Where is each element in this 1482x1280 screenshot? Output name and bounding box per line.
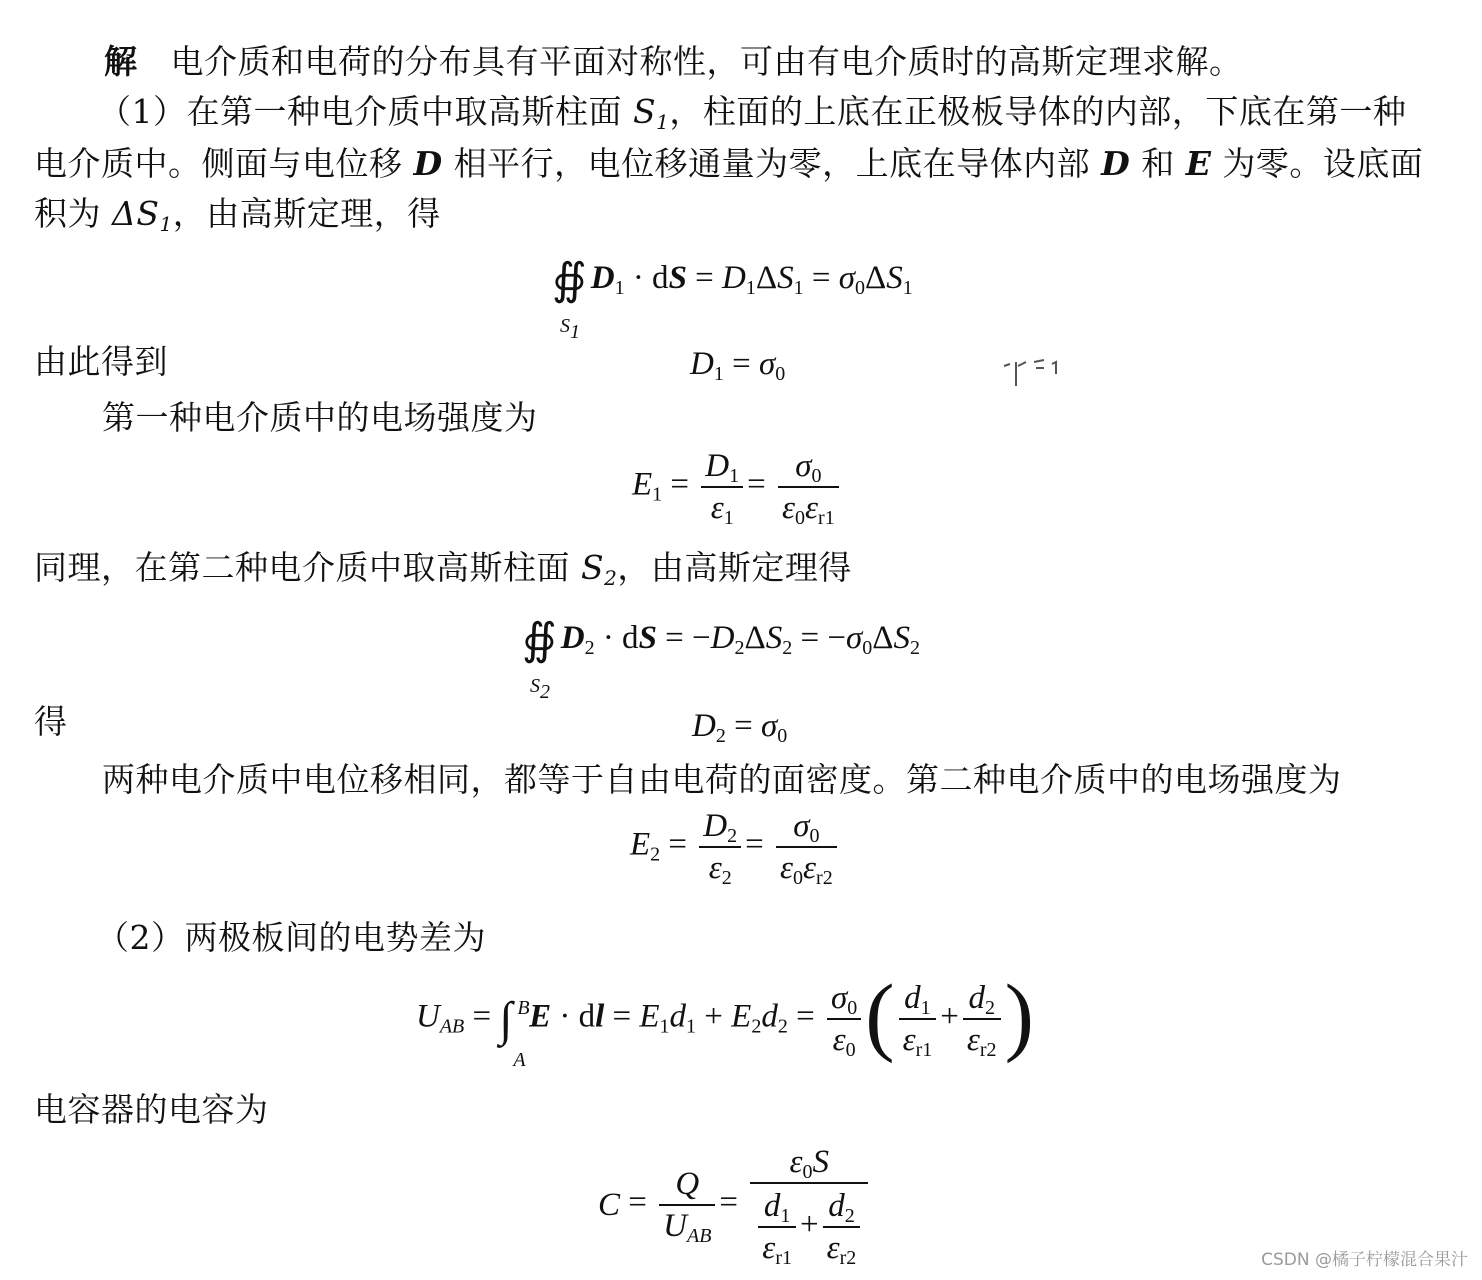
watermark: CSDN @橘子柠檬混合果汁: [1261, 1250, 1468, 1270]
part1-line1: [98, 92, 1406, 132]
fraction-d1-er1-b: $\frac{d_1}{\varepsilon_{r1}}$: [758, 1186, 796, 1268]
part1-line3: [34, 194, 441, 234]
handwritten-mark: [1000, 352, 1080, 392]
equation-E1: $E_1$ = $\frac{D_1}{\varepsilon_1}$ = $\frac{\sigma_0}{\varepsilon_0\varepsilon_{r1}}$: [632, 446, 843, 528]
fraction-d1-er1: $\frac{d_1}{\varepsilon_{r1}}$: [899, 978, 937, 1060]
equation-UAB: $U_{AB}$ = ∫ B A E · dl = $E_1d_1 + E_2d_2$ = $\frac{\sigma_0}{\varepsilon_0}$ ( $\frac{d_1}{\varepsilon_{r1}}$ + $\frac{d_2}{\varepsilon_{r2}}$ ): [416, 967, 1034, 1071]
symbol-dS1: $\Delta S_1$: [112, 194, 173, 236]
part1-text-j: ，由高斯定理得: [617, 548, 852, 587]
equation-gauss-2: ∯ $S_2$ $D_2$ · dS = $-D_2\Delta S_2 = -\sigma_0\Delta S_2$: [522, 615, 920, 703]
intro-text: 电介质和电荷的分布具有平面对称性，可由有电介质时的高斯定理求解。: [170, 42, 1243, 81]
equation-D2: $D_2 = \sigma_0$: [692, 708, 788, 747]
symbol-E: E: [1185, 144, 1212, 183]
part1-text-g: 积为: [34, 194, 112, 233]
fraction-d2-er2: $\frac{d_2}{\varepsilon_{r2}}$: [963, 978, 1001, 1060]
symbol-D: D: [413, 144, 443, 183]
line-integral-symbol: ∫ B A: [499, 992, 530, 1071]
result-label-1: 由此得到: [34, 342, 168, 381]
symbol-S2: $S_2$: [581, 548, 618, 590]
fraction-sigma-eps: $\frac{\sigma_0}{\varepsilon_0\varepsilon_{r1}}$: [778, 446, 839, 528]
fraction-Q-UAB: $\frac{Q}{U_{AB}}$: [659, 1164, 715, 1246]
result-label-2: 得: [34, 702, 68, 741]
surface-integral-symbol-2: ∯ $S_2$: [522, 615, 557, 703]
fraction-D2-eps2: $\frac{D_2}{\varepsilon_2}$: [699, 806, 741, 888]
part1-line2: [34, 144, 1423, 184]
field-label-2: 两种电介质中电位移相同，都等于自由电荷的面密度。第二种电介质中的电场强度为: [102, 760, 1342, 799]
fraction-sigma-eps2: $\frac{\sigma_0}{\varepsilon_0\varepsilon_{r2}}$: [776, 806, 837, 888]
field-label-1: 第一种电介质中的电场强度为: [102, 398, 538, 437]
equation-E2: $E_2$ = $\frac{D_2}{\varepsilon_2}$ = $\frac{\sigma_0}{\varepsilon_0\varepsilon_{r2}}$: [630, 806, 841, 888]
part2-label: （2）两极板间的电势差为: [96, 918, 486, 957]
part1-text-e: 和: [1130, 144, 1186, 183]
part1-text-i: 同理，在第二种电介质中取高斯柱面: [34, 548, 581, 587]
solution-label: 解: [104, 42, 138, 81]
part1-text-a: （1）在第一种电介质中取高斯柱面: [98, 92, 633, 131]
equation-gauss-1: ∯ $S_1$ $D_1$ · dS = $D_1\Delta S_1 = \sigma_0\Delta S_1$: [552, 255, 913, 343]
fraction-D1-eps1: $\frac{D_1}{\varepsilon_1}$: [701, 446, 743, 528]
symbol-S1: $S_1$: [633, 92, 670, 134]
fraction-sigma0-eps0: $\frac{\sigma_0}{\varepsilon_0}$: [827, 978, 861, 1060]
fraction-capacitance: $\varepsilon_0S$ $\frac{d_1}{\varepsilon_{r1}}$ + $\frac{d_2}{\varepsilon_{r2}}$: [750, 1142, 868, 1268]
equation-D1: $D_1 = \sigma_0$: [690, 346, 786, 385]
part1-text-f: 为零。设底面: [1211, 144, 1424, 183]
part1-text-c: 电介质中。侧面与电位移: [34, 144, 414, 183]
surface-integral-symbol: ∯ $S_1$: [552, 255, 587, 343]
intro-line: [104, 42, 1242, 82]
part1-text-h: ，由高斯定理，得: [172, 194, 441, 233]
part1-text-b: ，柱面的上底在正极板导体的内部，下底在第一种: [669, 92, 1407, 131]
part1-line4: [34, 548, 852, 588]
equation-C: C = $\frac{Q}{U_{AB}}$ = $\varepsilon_0S$ $\frac{d_1}{\varepsilon_{r1}}$ + $\frac{d_2}{\varepsilon_{r2}}$: [598, 1142, 872, 1268]
symbol-D2: D: [1101, 144, 1131, 183]
fraction-d2-er2-b: $\frac{d_2}{\varepsilon_{r2}}$: [823, 1186, 861, 1268]
part1-text-d: 相平行，电位移通量为零，上底在导体内部: [442, 144, 1102, 183]
capacitance-label: 电容器的电容为: [34, 1090, 269, 1129]
